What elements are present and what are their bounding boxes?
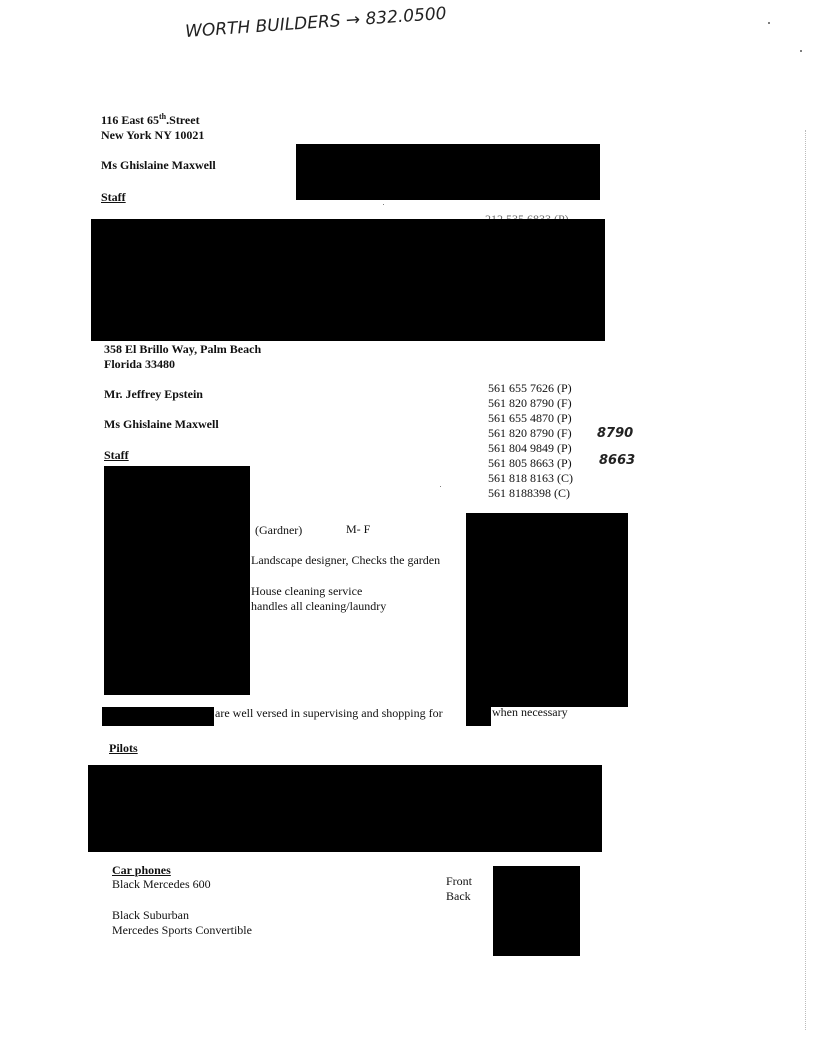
phone-number: 561 820 8790 (F) — [488, 396, 572, 410]
cleaning-role-line1: House cleaning service — [251, 584, 363, 598]
scan-speck — [440, 486, 441, 487]
redaction-block — [91, 219, 605, 341]
phone-number: 561 655 7626 (P) — [488, 381, 572, 395]
back-label: Back — [446, 889, 471, 903]
landscape-role: Landscape designer, Checks the garden — [251, 553, 441, 567]
pb-phone-list — [488, 381, 573, 501]
ny-address-line2: New York NY 10021 — [101, 128, 205, 142]
redaction-block — [466, 513, 628, 707]
cleaning-role-line2: handles all cleaning/laundry — [251, 599, 387, 613]
pb-resident-2: Ms Ghislaine Maxwell — [104, 417, 219, 431]
gardner-role: (Gardner) — [255, 523, 303, 537]
gardner-days: M- F — [346, 522, 371, 536]
phone-number: 561 818 8163 (C) — [488, 471, 573, 485]
phone-number: 561 655 4870 (P) — [488, 411, 572, 425]
redaction-block — [104, 466, 250, 695]
phone-number: 561 820 8790 (F) — [488, 426, 572, 440]
front-label: Front — [446, 874, 473, 888]
pb-resident-1: Mr. Jeffrey Epstein — [104, 387, 203, 401]
handwritten-note: 8663 — [599, 453, 636, 468]
phone-number: 561 8188398 (C) — [488, 486, 570, 500]
pb-staff-heading: Staff — [104, 448, 129, 462]
redaction-block — [296, 144, 600, 200]
scan-speck — [383, 204, 384, 205]
phone-number: 561 804 9849 (P) — [488, 441, 572, 455]
car-2: Black Suburban — [112, 908, 189, 922]
supervising-text-1: are well versed in supervising and shopping for — [215, 706, 443, 720]
pilots-heading: Pilots — [109, 741, 138, 755]
ny-resident: Ms Ghislaine Maxwell — [101, 158, 216, 172]
car-1: Black Mercedes 600 — [112, 877, 211, 891]
ny-staff-heading: Staff — [101, 190, 126, 204]
scan-speck — [800, 50, 802, 52]
car-3: Mercedes Sports Convertible — [112, 923, 252, 937]
pb-address-line1: 358 El Brillo Way, Palm Beach — [104, 342, 262, 356]
redaction-block — [493, 866, 580, 956]
redaction-block — [102, 707, 214, 726]
pb-address-line2: Florida 33480 — [104, 357, 175, 371]
scan-speck — [768, 22, 770, 24]
phone-number: 561 805 8663 (P) — [488, 456, 572, 470]
redaction-block — [466, 706, 491, 726]
redaction-block — [88, 765, 602, 852]
scan-edge-line — [804, 130, 806, 1030]
ny-address-line1: 116 East 65th.Street — [101, 112, 200, 127]
car-phones-heading: Car phones — [112, 863, 171, 877]
handwritten-header: WORTH BUILDERS → 832.0500 — [184, 3, 448, 43]
supervising-text-2: when necessary — [492, 705, 568, 719]
handwritten-note: 8790 — [597, 426, 634, 441]
